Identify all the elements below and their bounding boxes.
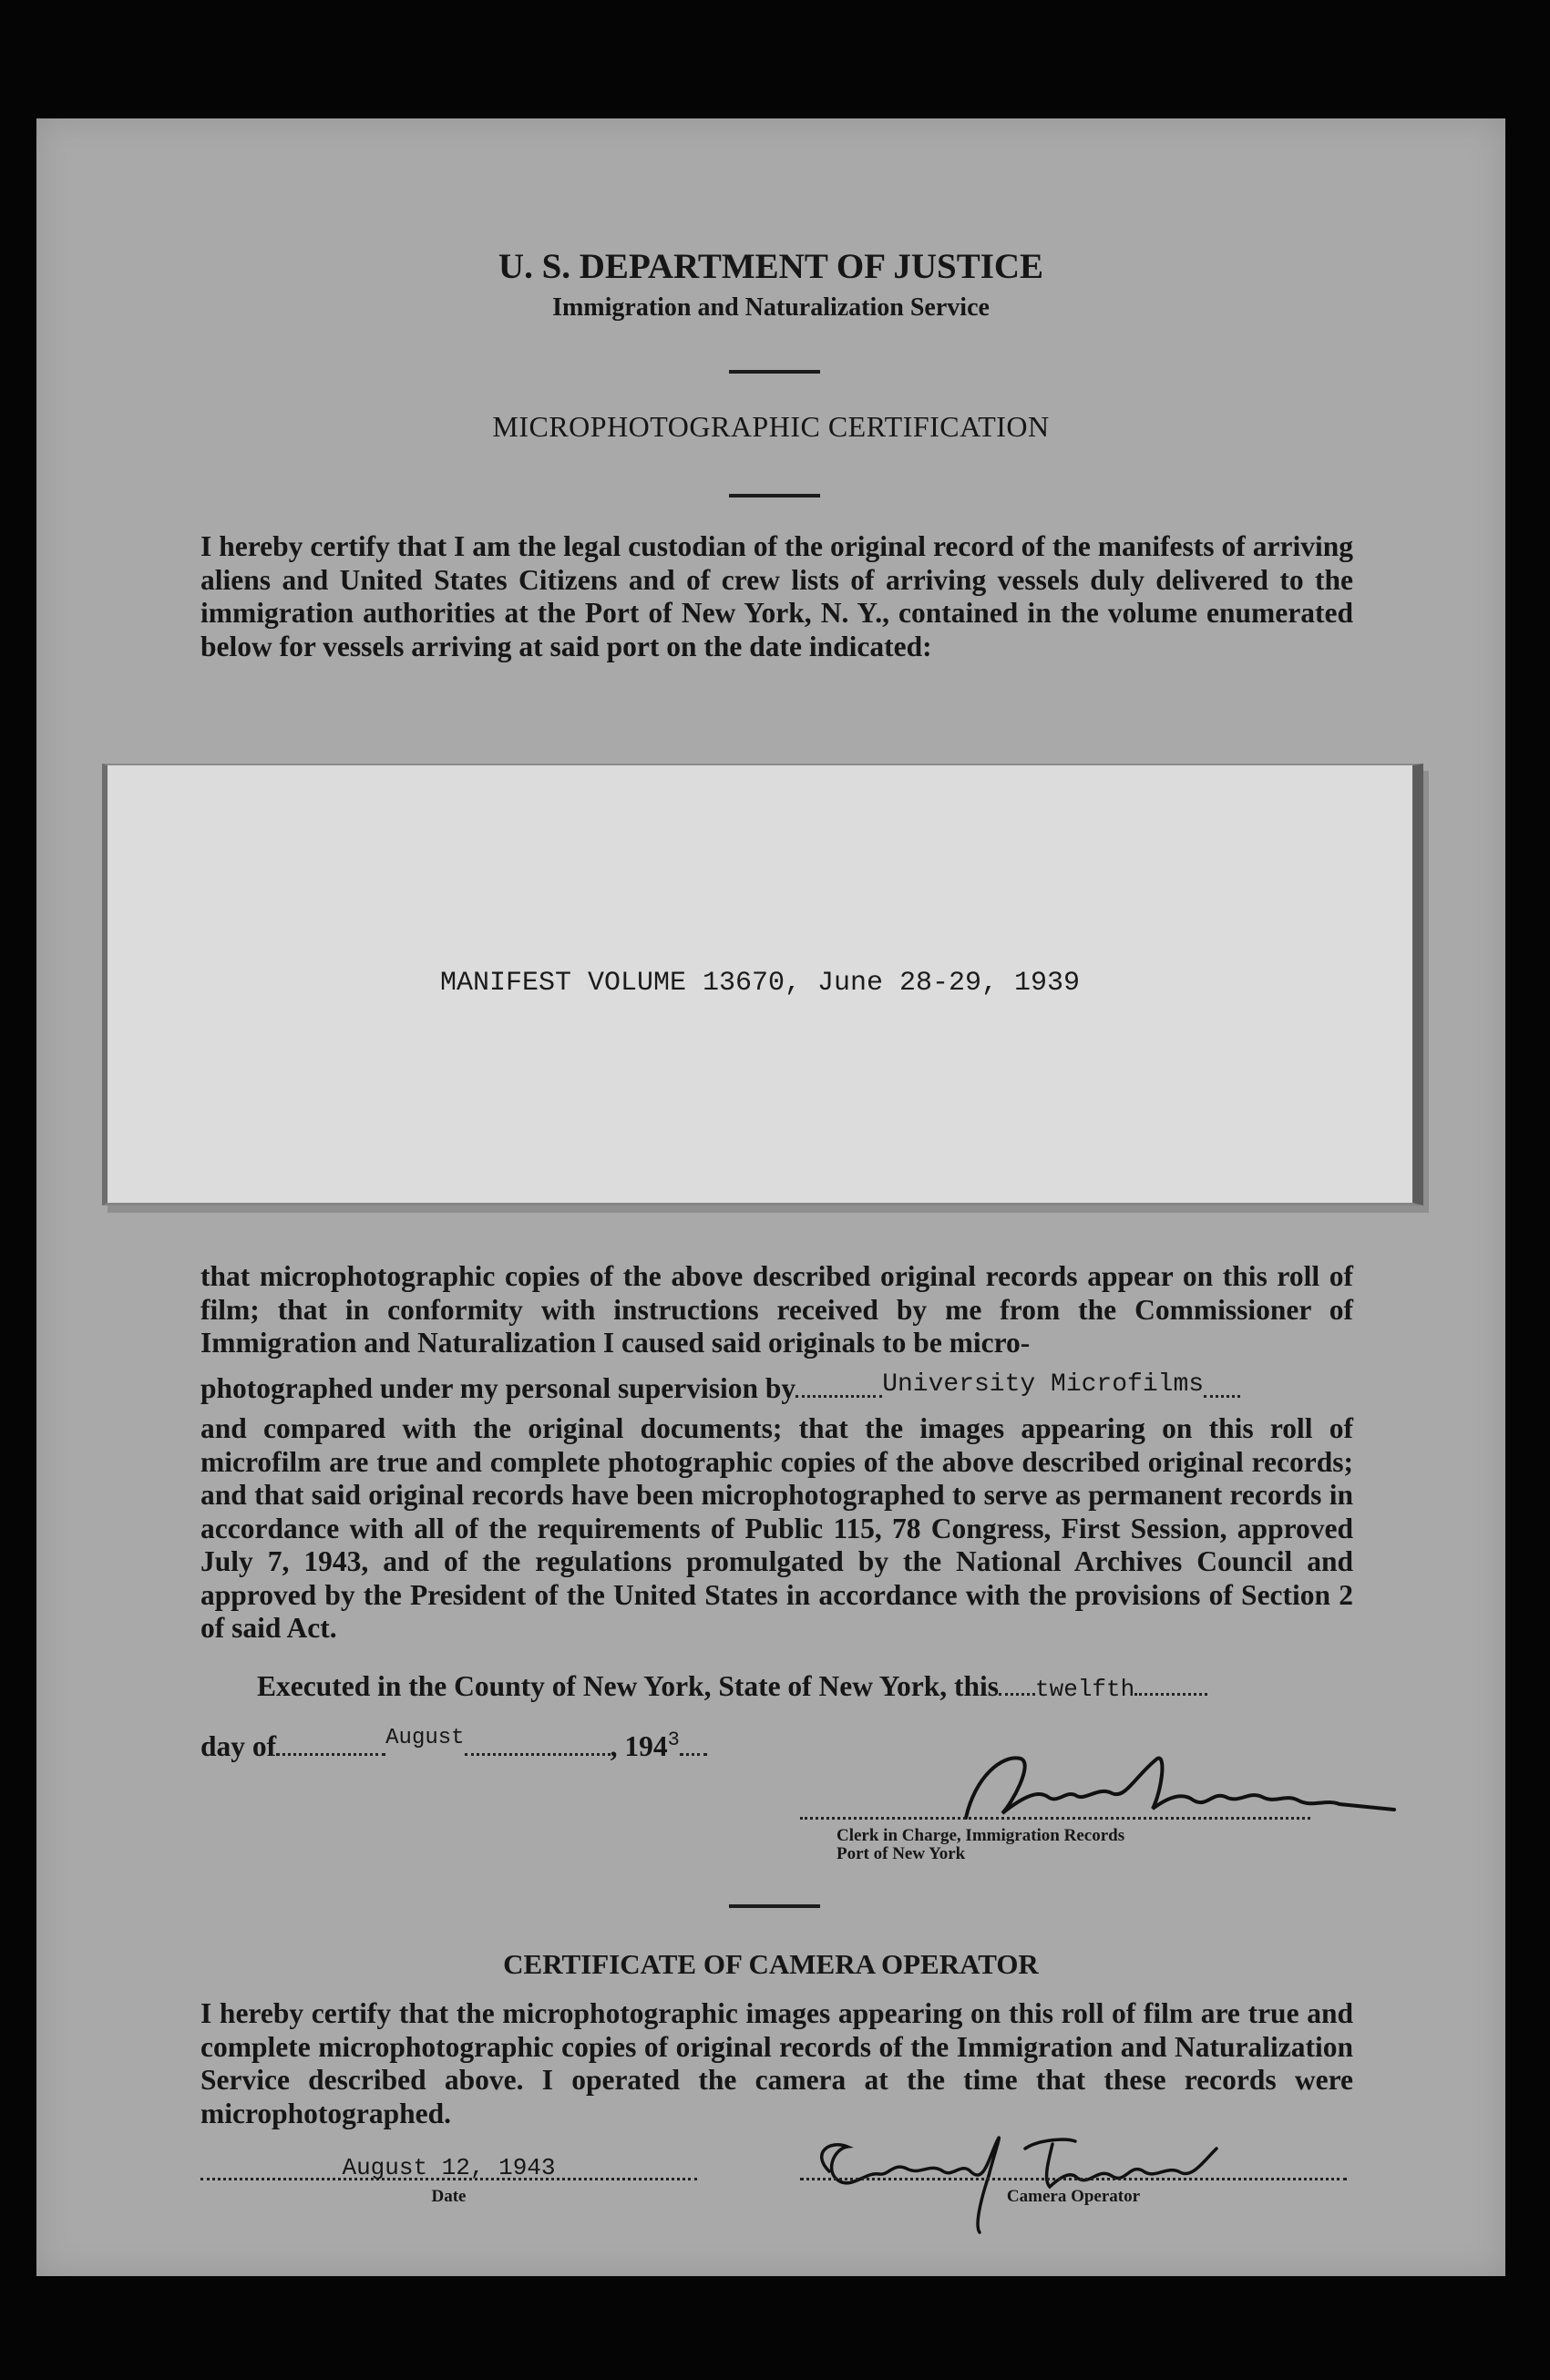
compliance-paragraph: and compared with the original documents; that the images appearing on this roll of microfilm are true and complete photographic copies of the above described original records; and that said original records have been microphotographed to serve as permanent records in accordance with all of the requirements of Public 115, 78 Congress, First Session, approved July 7, 1943, and of the regulations promulgated by the National Archives Council and approved by the President of the United States in accordance with the provisions of Section 2 of said Act. [200, 1412, 1353, 1644]
dotted-leader [796, 1371, 882, 1398]
dotted-leader [465, 1729, 611, 1756]
clerk-signature-line [800, 1815, 1310, 1820]
supervisor-name: University Microfilms [882, 1370, 1205, 1399]
dotted-leader [680, 1729, 707, 1756]
volume-label: MANIFEST VOLUME 13670, June 28-29, 1939 [439, 968, 1081, 999]
day-of-text: day of [200, 1730, 277, 1762]
dotted-leader [1134, 1669, 1207, 1696]
operator-label: Camera Operator [1006, 2187, 1141, 2206]
year-prefix: , 194 [610, 1730, 668, 1762]
operator-section-title: CERTIFICATE OF CAMERA OPERATOR [503, 1948, 1039, 1980]
volume-label-card [102, 764, 1423, 1205]
divider [729, 494, 820, 498]
date-label: Date [431, 2187, 467, 2206]
operator-date: August 12, 1943 [342, 2154, 556, 2181]
service-subheading: Immigration and Naturalization Service [552, 293, 990, 322]
dotted-leader [1204, 1371, 1240, 1398]
divider [729, 370, 820, 374]
copies-paragraph: that microphotographic copies of the above described original records appear on this roll of film; that in conformity with instructions received by me from the Commissioner of Immigration and Naturalization I caused said originals to be micro- [200, 1260, 1353, 1359]
date-line [200, 1726, 707, 1763]
execution-month: August [385, 1726, 465, 1750]
year-digit: 3 [667, 1729, 680, 1751]
operator-paragraph: I hereby certify that the microphotographic images appearing on this roll of film are true and complete microphotographic copies of original records of the Immigration and Naturalization Service described above. I operated the camera at the time that these records were microphotographed. [200, 1997, 1353, 2129]
operator-signature [793, 2121, 1248, 2240]
dotted-leader [999, 1669, 1035, 1696]
supervision-line [200, 1371, 1240, 1406]
supervision-text: photographed under my personal supervision by [200, 1372, 796, 1404]
executed-line [257, 1669, 1207, 1703]
agency-heading: U. S. DEPARTMENT OF JUSTICE [498, 247, 1044, 286]
dotted-leader [276, 1729, 385, 1756]
executed-text: Executed in the County of New York, State of New York, this [257, 1670, 1000, 1702]
certificate-sheet [36, 118, 1505, 2276]
certification-title: MICROPHOTOGRAPHIC CERTIFICATION [492, 410, 1050, 443]
operator-signature-line [800, 2176, 1347, 2180]
clerk-port: Port of New York [837, 1844, 966, 1863]
intro-paragraph: I hereby certify that I am the legal custodian of the original record of the manifests of arriving aliens and United States Citizens and of crew lists of arriving vessels duly delivered to the immigration authorities at the Port of New York, N. Y., contained in the volume enumerated below for vessels arriving at said port on the date indicated: [200, 530, 1353, 662]
execution-day: twelfth [1035, 1676, 1135, 1703]
divider [729, 1904, 820, 1908]
clerk-title: Clerk in Charge, Immigration Records [837, 1826, 1125, 1845]
